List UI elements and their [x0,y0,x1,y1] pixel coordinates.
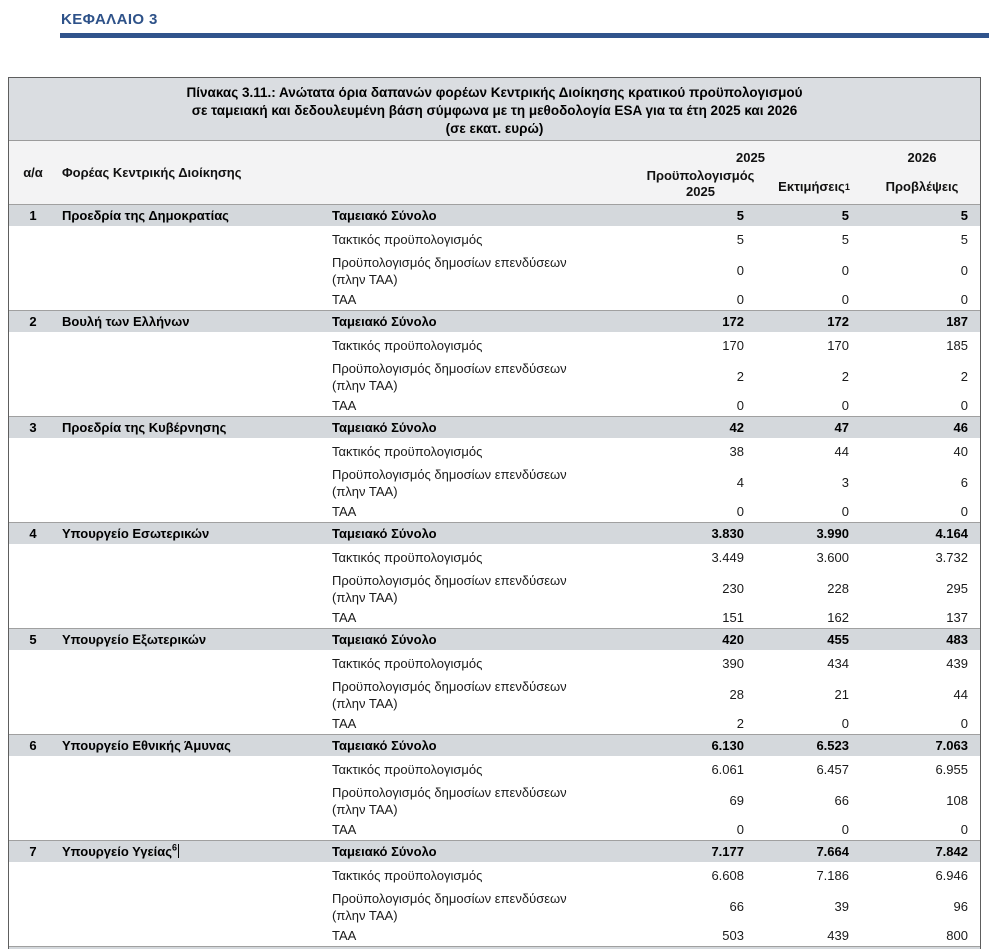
public-investment-row [9,358,980,395]
row-label-public-investment: Προϋπολογισμός δημοσίων επενδύσεων (πλην ΤΑΑ) [332,254,567,287]
value-forecast-2026: 6.955 [935,761,968,777]
row-label-cash-total: Ταμειακό Σύνολο [332,738,437,753]
value-budget-2025: 503 [722,928,744,943]
regular-budget-row [9,438,980,464]
row-label-public-investment: Προϋπολογισμός δημοσίων επενδύσεων (πλην ΤΑΑ) [332,466,567,499]
value-budget-2025: 3.830 [711,526,744,541]
row-label-cash-total: Ταμειακό Σύνολο [332,314,437,329]
entity-name: Υπουργείο Υγείας$^6$ [62,844,178,859]
cash-total-row [9,628,980,650]
row-label-cash-total: Ταμειακό Σύνολο [332,420,437,435]
value-forecast-2026: 800 [946,928,968,943]
value-estimates-2025: 455 [827,632,849,647]
value-forecast-2026: 0 [960,504,968,519]
entity-index: 3 [29,420,37,435]
value-estimates-2025: 172 [827,314,849,329]
value-forecast-2026: 137 [946,610,968,625]
value-estimates-2025: 6.457 [816,761,849,777]
row-label-cash-total: Ταμειακό Σύνολο [332,208,437,223]
regular-budget-row [9,544,980,570]
cash-total-row [9,310,980,332]
row-label-taa: ΤΑΑ [332,504,357,519]
row-label-public-investment: Προϋπολογισμός δημοσίων επενδύσεων (πλην ΤΑΑ) [332,360,567,393]
row-label-regular-budget: Τακτικός προϋπολογισμός [332,337,483,353]
value-forecast-2026: 5 [960,231,968,247]
value-forecast-2026: 295 [946,581,968,596]
value-estimates-2025: 7.664 [816,844,849,859]
entity-group [9,416,980,522]
regular-budget-row [9,862,980,888]
entity-index: 7 [29,844,37,859]
value-budget-2025: 0 [736,504,744,519]
cash-total-row [9,840,980,862]
entity-name: Βουλή των Ελλήνων [62,314,190,329]
value-budget-2025: 6.061 [711,761,744,777]
value-budget-2025: 172 [722,314,744,329]
col-header-budget-2025 [637,165,764,204]
value-estimates-2025: 0 [841,398,849,413]
value-budget-2025: 2 [736,716,744,731]
row-label-regular-budget: Τακτικός προϋπολογισμός [332,549,483,565]
cash-total-row [9,734,980,756]
value-estimates-2025: 0 [841,292,849,307]
public-investment-row [9,888,980,925]
regular-budget-row [9,650,980,676]
value-forecast-2026: 6.946 [935,867,968,883]
value-estimates-2025: 3 [841,475,849,490]
value-forecast-2026: 44 [953,687,968,702]
entity-index: 6 [29,738,37,753]
value-forecast-2026: 187 [946,314,968,329]
value-budget-2025: 6.608 [711,867,744,883]
value-budget-2025: 7.177 [711,844,744,859]
table-title [9,78,980,141]
public-investment-row [9,782,980,819]
value-forecast-2026: 7.842 [935,844,968,859]
col-header-year-2026: 2026 [907,149,937,165]
entity-group [9,204,980,310]
table-body [9,204,980,946]
value-forecast-2026: 439 [946,655,968,671]
chapter-heading: ΚΕΦΑΛΑΙΟ 3 [61,11,158,28]
taa-row [9,713,980,734]
col-header-index: α/α [23,165,43,180]
regular-budget-row [9,226,980,252]
public-investment-row [9,676,980,713]
row-label-taa: ΤΑΑ [332,928,357,943]
value-budget-2025: 151 [722,610,744,625]
value-estimates-2025: 439 [827,928,849,943]
value-forecast-2026: 3.732 [935,549,968,565]
entity-index: 2 [29,314,37,329]
value-forecast-2026: 0 [960,263,968,278]
value-forecast-2026: 5 [960,208,968,223]
entity-group [9,734,980,840]
taa-row [9,925,980,946]
value-forecast-2026: 40 [953,443,968,459]
value-estimates-2025: 6.523 [816,738,849,753]
value-forecast-2026: 185 [946,337,968,353]
taa-row [9,289,980,310]
value-budget-2025: 0 [736,398,744,413]
value-forecast-2026: 96 [953,899,968,914]
public-investment-row [9,570,980,607]
value-budget-2025: 390 [722,655,744,671]
taa-row [9,501,980,522]
regular-budget-row [9,756,980,782]
row-label-taa: ΤΑΑ [332,610,357,625]
col-header-entity: Φορέας Κεντρικής Διοίκησης [62,165,242,180]
taa-row [9,395,980,416]
taa-row [9,819,980,840]
row-label-cash-total: Ταμειακό Σύνολο [332,632,437,647]
cash-total-row [9,416,980,438]
value-budget-2025: 42 [729,420,744,435]
value-budget-2025: 0 [736,822,744,837]
value-estimates-2025: 0 [841,504,849,519]
value-budget-2025: 420 [722,632,744,647]
value-forecast-2026: 108 [946,793,968,808]
col-header-estimates: Εκτιμήσεις 1 [778,179,850,194]
entity-group [9,840,980,946]
chapter-rule [60,33,989,38]
text-cursor [178,844,179,858]
col-header-budget-line-2: 2025 [686,183,715,199]
row-label-regular-budget: Τακτικός προϋπολογισμός [332,761,483,777]
value-budget-2025: 4 [736,475,744,490]
entity-index: 5 [29,632,37,647]
row-label-public-investment: Προϋπολογισμός δημοσίων επενδύσεων (πλην ΤΑΑ) [332,784,567,817]
row-label-regular-budget: Τακτικός προϋπολογισμός [332,867,483,883]
value-forecast-2026: 7.063 [935,738,968,753]
cash-total-row [9,522,980,544]
row-label-taa: ΤΑΑ [332,398,357,413]
entity-name: Υπουργείο Εσωτερικών [62,526,210,541]
value-estimates-2025: 3.990 [816,526,849,541]
row-label-public-investment: Προϋπολογισμός δημοσίων επενδύσεων (πλην ΤΑΑ) [332,678,567,711]
value-estimates-2025: 21 [834,687,849,702]
value-budget-2025: 69 [729,793,744,808]
value-estimates-2025: 162 [827,610,849,625]
cash-total-row [9,204,980,226]
value-budget-2025: 0 [736,263,744,278]
value-forecast-2026: 46 [953,420,968,435]
public-investment-row [9,252,980,289]
entity-name: Προεδρία της Κυβέρνησης [62,420,227,435]
taa-row [9,607,980,628]
row-label-regular-budget: Τακτικός προϋπολογισμός [332,655,483,671]
col-header-spacer [329,141,637,204]
value-estimates-2025: 0 [841,263,849,278]
value-budget-2025: 3.449 [711,549,744,565]
value-forecast-2026: 0 [960,292,968,307]
value-estimates-2025: 0 [841,716,849,731]
value-budget-2025: 38 [729,443,744,459]
row-label-public-investment: Προϋπολογισμός δημοσίων επενδύσεων (πλην ΤΑΑ) [332,572,567,605]
value-forecast-2026: 4.164 [935,526,968,541]
table-title-line-3: (σε εκατ. ευρώ) [445,121,544,136]
entity-name: Υπουργείο Εθνικής Άμυνας [62,738,231,753]
value-forecast-2026: 0 [960,822,968,837]
row-label-taa: ΤΑΑ [332,822,357,837]
value-budget-2025: 5 [736,231,744,247]
entity-name: Υπουργείο Εξωτερικών [62,632,207,647]
value-forecast-2026: 0 [960,398,968,413]
value-forecast-2026: 2 [960,369,968,384]
col-header-budget-line-1: Προϋπολογισμός [646,167,755,183]
entity-group [9,628,980,734]
row-label-cash-total: Ταμειακό Σύνολο [332,844,437,859]
value-budget-2025: 170 [722,337,744,353]
value-forecast-2026: 0 [960,716,968,731]
entity-name: Προεδρία της Δημοκρατίας [62,208,229,223]
value-budget-2025: 28 [729,687,744,702]
value-budget-2025: 6.130 [711,738,744,753]
entity-footnote-marker: 6 [172,844,178,853]
value-budget-2025: 5 [736,208,744,223]
value-forecast-2026: 483 [946,632,968,647]
col-header-year-2025: 2025 [736,149,765,165]
entity-group [9,310,980,416]
value-estimates-2025: 44 [834,443,849,459]
value-estimates-2025: 47 [834,420,849,435]
entity-group [9,522,980,628]
row-label-taa: ΤΑΑ [332,716,357,731]
value-estimates-2025: 434 [827,655,849,671]
table-title-line-1: Πίνακας 3.11.: Ανώτατα όρια δαπανών φορέων Κεντρικής Διοίκησης κρατικού προϋπολογισμού [186,85,803,100]
value-forecast-2026: 6 [960,475,968,490]
value-estimates-2025: 3.600 [816,549,849,565]
value-estimates-2025: 5 [841,208,849,223]
value-estimates-2025: 2 [841,369,849,384]
entity-index: 4 [29,526,37,541]
col-header-forecasts: Προβλέψεις [885,179,959,194]
value-estimates-2025: 228 [827,581,849,596]
value-estimates-2025: 7.186 [816,867,849,883]
value-estimates-2025: 5 [841,231,849,247]
table-header [9,141,980,204]
value-budget-2025: 66 [729,899,744,914]
row-label-cash-total: Ταμειακό Σύνολο [332,526,437,541]
row-label-regular-budget: Τακτικός προϋπολογισμός [332,443,483,459]
value-budget-2025: 2 [736,369,744,384]
public-investment-row [9,464,980,501]
row-label-public-investment: Προϋπολογισμός δημοσίων επενδύσεων (πλην ΤΑΑ) [332,890,567,923]
budget-table [8,77,981,949]
value-estimates-2025: 39 [834,899,849,914]
value-estimates-2025: 66 [834,793,849,808]
row-label-taa: ΤΑΑ [332,292,357,307]
row-label-regular-budget: Τακτικός προϋπολογισμός [332,231,483,247]
regular-budget-row [9,332,980,358]
value-budget-2025: 0 [736,292,744,307]
value-budget-2025: 230 [722,581,744,596]
value-estimates-2025: 0 [841,822,849,837]
entity-index: 1 [29,208,37,223]
table-title-line-2: σε ταμειακή και δεδουλευμένη βάση σύμφωνα με τη μεθοδολογία ESA για τα έτη 2025 και 2026 [191,103,798,118]
value-estimates-2025: 170 [827,337,849,353]
